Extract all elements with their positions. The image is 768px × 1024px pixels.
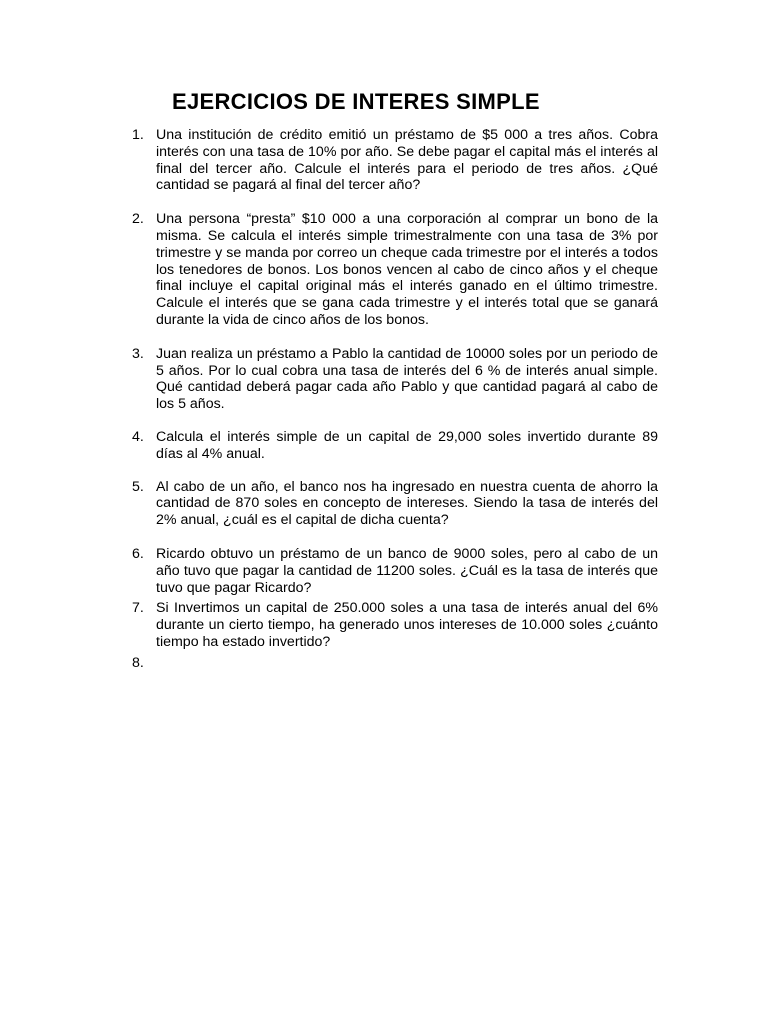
page-title: EJERCICIOS DE INTERES SIMPLE (172, 89, 540, 114)
exercise-text: Una institución de crédito emitió un préstamo de $5 000 a tres años. Cobra interés con una tasa de 10% por año. Se debe pagar el capital más el interés al final del tercer año. Calcule el interés para el periodo de tres años. ¿Qué cantidad se pagará al final del tercer año? (156, 127, 658, 194)
exercise-text: Al cabo de un año, el banco nos ha ingresado en nuestra cuenta de ahorro la cantidad de 870 soles en concepto de intereses. Siendo la tasa de interés del 2% anual, ¿cuál es el capital de dicha cuenta? (156, 478, 658, 529)
exercise-item-1 (132, 127, 658, 194)
exercise-text: Juan realiza un préstamo a Pablo la cantidad de 10000 soles por un periodo de 5 años. Por lo cual cobra una tasa de interés del 6 % de interés anual simple. Qué cantidad deberá pagar cada año Pablo y que cantidad pagará al cabo de los 5 años. (156, 345, 658, 413)
exercise-number: 5. (132, 478, 144, 495)
exercise-number: 3. (132, 345, 144, 362)
exercise-item-2 (132, 211, 658, 329)
exercise-item-7 (132, 600, 658, 650)
exercise-number: 7. (132, 600, 144, 617)
exercise-item-4 (132, 429, 658, 463)
exercise-item-8 (132, 655, 658, 672)
exercise-text: Calcula el interés simple de un capital de 29,000 soles invertido durante 89 días al 4% anual. (156, 428, 658, 462)
exercise-number: 4. (132, 428, 144, 445)
exercise-list (132, 127, 658, 672)
exercise-number: 1. (132, 127, 144, 143)
exercise-item-6 (132, 546, 658, 596)
exercise-text: Ricardo obtuvo un préstamo de un banco de 9000 soles, pero al cabo de un año tuvo que pagar la cantidad de 11200 soles. ¿Cuál es la tasa de interés que tuvo que pagar Ricardo? (156, 545, 658, 596)
exercise-item-3 (132, 346, 658, 413)
exercise-number: 2. (132, 211, 144, 228)
exercise-number: 8. (132, 654, 144, 671)
exercise-text (156, 655, 658, 672)
exercise-text: Una persona “presta” $10 000 a una corporación al comprar un bono de la misma. Se calcula el interés simple trimestralmente con una tasa de 3% por trimestre y se manda por correo un cheque cada trimestre por el interés a todos los tenedores de bonos. Los bonos vencen al cabo de cinco años y el cheque final incluye el capital original más el interés ganado en el último trimestre. Calcule el interés que se gana cada trimestre y el interés total que se ganará durante la vida de cinco años de los bonos. (156, 211, 658, 328)
exercise-text: Si Invertimos un capital de 250.000 soles a una tasa de interés anual del 6% durante un cierto tiempo, ha generado unos intereses de 10.000 soles ¿cuánto tiempo ha estado invertido? (156, 600, 658, 650)
exercise-number: 6. (132, 545, 144, 562)
exercise-item-5 (132, 479, 658, 529)
